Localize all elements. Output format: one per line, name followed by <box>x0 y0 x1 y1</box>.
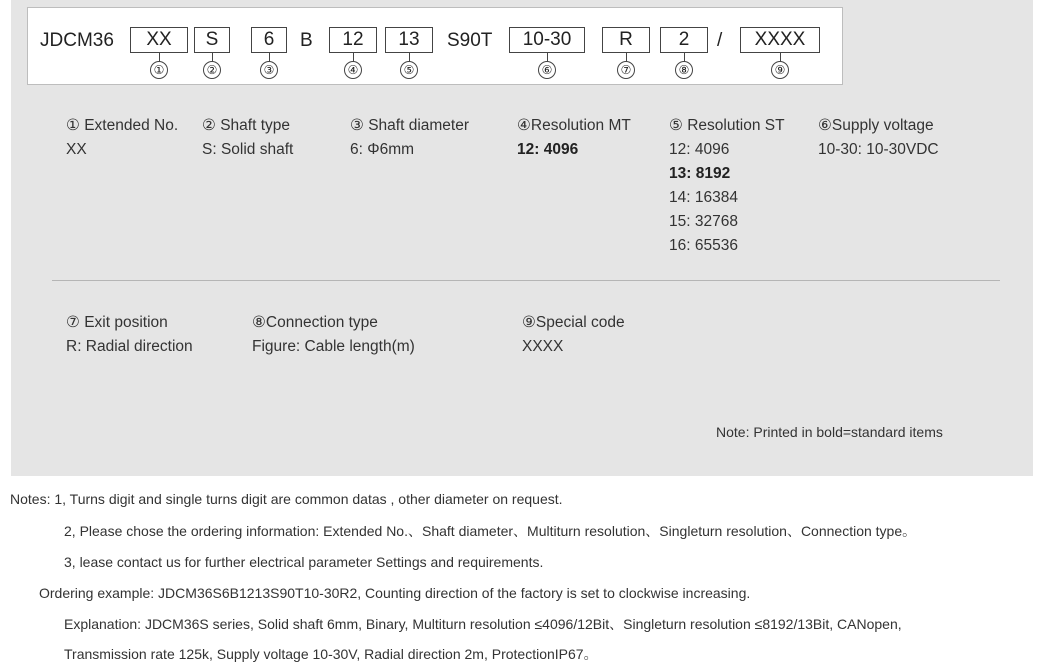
field-label-extended: ① Extended No. <box>66 117 179 134</box>
code-box-shaft-type: S <box>194 27 230 53</box>
marker-4: ④ <box>344 61 362 79</box>
notes-line-2: 2, Please chose the ordering information: Extended No.、Shaft diameter、Multiturn resolution、Singleturn resolution、Connection type。 <box>64 523 917 539</box>
code-box-resolution-st: 13 <box>385 27 433 53</box>
explanation-line-1: Explanation: JDCM36S series, Solid shaft 6mm, Binary, Multiturn resolution ≤4096/12Bit、Singleturn resolution ≤8192/13Bit, CANopen, <box>64 616 902 632</box>
marker-6: ⑥ <box>538 61 556 79</box>
spec-panel <box>11 0 1033 476</box>
code-s90t: S90T <box>447 30 493 51</box>
field-value-extended: XX <box>66 141 87 158</box>
field-value-resolution-st-14: 14: 16384 <box>669 189 738 206</box>
code-box-supply-voltage: 10-30 <box>509 27 585 53</box>
field-label-connection-type: ⑧Connection type <box>252 314 378 331</box>
field-value-resolution-st-12: 12: 4096 <box>669 141 730 158</box>
field-label-shaft-diameter: ③ Shaft diameter <box>350 117 470 134</box>
marker-5: ⑤ <box>400 61 418 79</box>
code-box-resolution-mt: 12 <box>329 27 377 53</box>
code-slash: / <box>717 30 723 51</box>
field-value-resolution-st-13: 13: 8192 <box>669 165 731 182</box>
code-box-connection-type: 2 <box>660 27 708 53</box>
field-value-supply-voltage: 10-30: 10-30VDC <box>818 141 939 158</box>
marker-8: ⑧ <box>675 61 693 79</box>
field-label-exit-position: ⑦ Exit position <box>66 314 168 331</box>
ordering-code-bar <box>27 7 843 85</box>
marker-3: ③ <box>260 61 278 79</box>
notes-line-3: 3, lease contact us for further electrical parameter Settings and requirements. <box>64 554 544 570</box>
field-value-resolution-mt: 12: 4096 <box>517 141 579 158</box>
field-value-exit-position: R: Radial direction <box>66 338 193 355</box>
field-value-resolution-st-16: 16: 65536 <box>669 237 738 254</box>
field-label-shaft-type: ② Shaft type <box>202 117 290 134</box>
field-label-special-code: ⑨Special code <box>522 314 625 331</box>
field-label-resolution-st: ⑤ Resolution ST <box>669 117 785 134</box>
field-value-special-code: XXXX <box>522 338 564 355</box>
section-divider <box>52 280 1000 281</box>
field-value-connection-type: Figure: Cable length(m) <box>252 338 415 355</box>
code-box-exit-position: R <box>602 27 650 53</box>
field-value-shaft-type: S: Solid shaft <box>202 141 294 158</box>
notes-line-1: Notes: 1, Turns digit and single turns digit are common datas , other diameter on request. <box>10 491 563 507</box>
code-prefix: JDCM36 <box>40 30 114 51</box>
code-box-shaft-diameter: 6 <box>251 27 287 53</box>
marker-9: ⑨ <box>771 61 789 79</box>
field-value-resolution-st-15: 15: 32768 <box>669 213 738 230</box>
field-label-resolution-mt: ④Resolution MT <box>517 117 631 134</box>
marker-7: ⑦ <box>617 61 635 79</box>
ordering-example: Ordering example: JDCM36S6B1213S90T10-30R2, Counting direction of the factory is set to clockwise increasing. <box>39 585 751 601</box>
marker-2: ② <box>203 61 221 79</box>
field-value-shaft-diameter: 6: Φ6mm <box>350 141 415 158</box>
explanation-line-2: Transmission rate 125k, Supply voltage 10-30V, Radial direction 2m, ProtectionIP67。 <box>64 646 598 662</box>
code-b: B <box>300 30 313 51</box>
field-label-supply-voltage: ⑥Supply voltage <box>818 117 934 134</box>
marker-1: ① <box>150 61 168 79</box>
standard-items-note: Note: Printed in bold=standard items <box>716 424 943 440</box>
code-box-special-code: XXXX <box>740 27 820 53</box>
code-box-extended: XX <box>130 27 188 53</box>
